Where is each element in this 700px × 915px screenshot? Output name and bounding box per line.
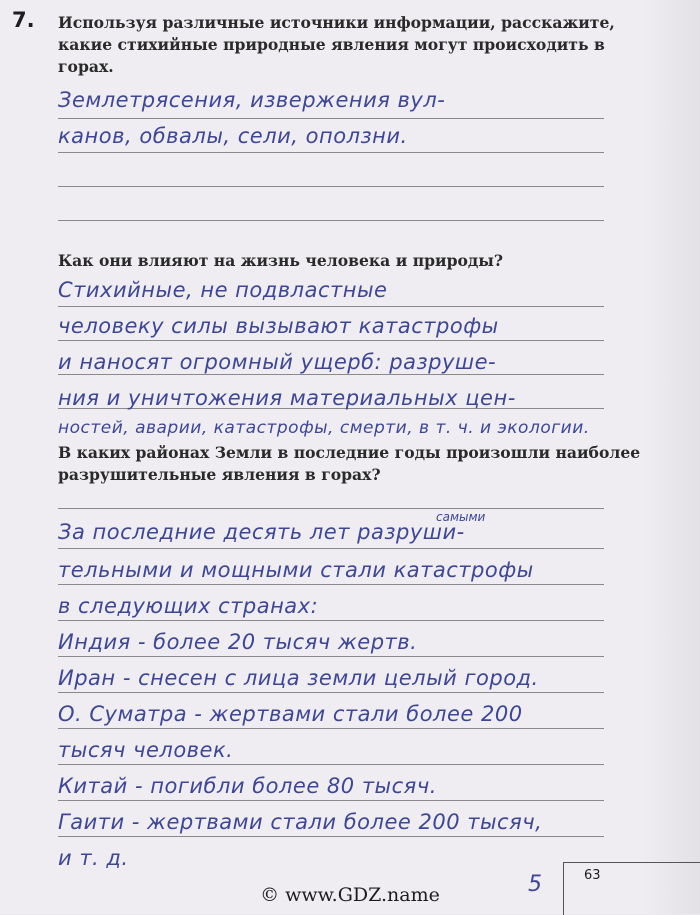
answer-1-line: канов, обвалы, сели, оползни. bbox=[58, 124, 408, 148]
answer-2-line: и наносят огромный ущерб: разруше- bbox=[58, 350, 497, 374]
copyright-footer: © www.GDZ.name bbox=[260, 884, 440, 906]
ruled-line bbox=[58, 508, 604, 509]
ruled-line bbox=[58, 186, 604, 187]
question-number: 7. bbox=[12, 8, 35, 32]
answer-3-line: и т. д. bbox=[58, 846, 129, 870]
answer-2-line: Стихийные, не подвластные bbox=[58, 278, 388, 302]
answer-3-line: Индия - более 20 тысяч жертв. bbox=[58, 630, 418, 654]
ruled-line bbox=[58, 656, 604, 657]
answer-1-line: Землетрясения, извержения вул- bbox=[58, 88, 446, 112]
ruled-line bbox=[58, 584, 604, 585]
answer-2-line: человеку силы вызывают катастрофы bbox=[58, 314, 499, 338]
page-number: 63 bbox=[584, 868, 601, 883]
ruled-line bbox=[58, 800, 604, 801]
ruled-line bbox=[58, 764, 604, 765]
ruled-line bbox=[58, 620, 604, 621]
answer-3-line: Иран - снесен с лица земли целый город. bbox=[58, 666, 539, 690]
grade-mark: 5 bbox=[528, 872, 542, 897]
answer-3-line: в следующих странах: bbox=[58, 594, 319, 618]
ruled-line bbox=[58, 548, 604, 549]
answer-3-line: тысяч человек. bbox=[58, 738, 234, 762]
answer-3-line: Гаити - жертвами стали более 200 тысяч, bbox=[58, 810, 543, 834]
ruled-line bbox=[58, 220, 604, 221]
answer-3-line: За последние десять лет разруши- bbox=[58, 520, 465, 544]
ruled-line bbox=[58, 374, 604, 375]
answer-2-line: ностей, аварии, катастрофы, смерти, в т. ч. и экологии. bbox=[58, 418, 590, 438]
answer-3-line: О. Суматра - жертвами стали более 200 bbox=[58, 702, 523, 726]
question-prompt-3: В каких районах Земли в последние годы произошли наиболее разрушительные явления в горах? bbox=[58, 443, 641, 484]
ruled-line bbox=[58, 836, 604, 837]
ruled-line bbox=[58, 728, 604, 729]
ruled-line bbox=[58, 306, 604, 307]
answer-2-line: ния и уничтожения материальных цен- bbox=[58, 386, 516, 410]
ruled-line bbox=[58, 340, 604, 341]
ruled-line bbox=[58, 692, 604, 693]
question-prompt-2: Как они влияют на жизнь человека и природы? bbox=[58, 251, 504, 270]
question-prompt-1: Используя различные источники информации, расскажите, какие стихийные природные явления могут происходить в горах. bbox=[58, 13, 615, 76]
answer-3-line: тельными и мощными стали катастрофы bbox=[58, 558, 534, 582]
answer-3-line: Китай - погибли более 80 тысяч. bbox=[58, 774, 437, 798]
ruled-line bbox=[58, 152, 604, 153]
answer-3-insert: самыми bbox=[436, 510, 486, 524]
ruled-line bbox=[58, 118, 604, 119]
